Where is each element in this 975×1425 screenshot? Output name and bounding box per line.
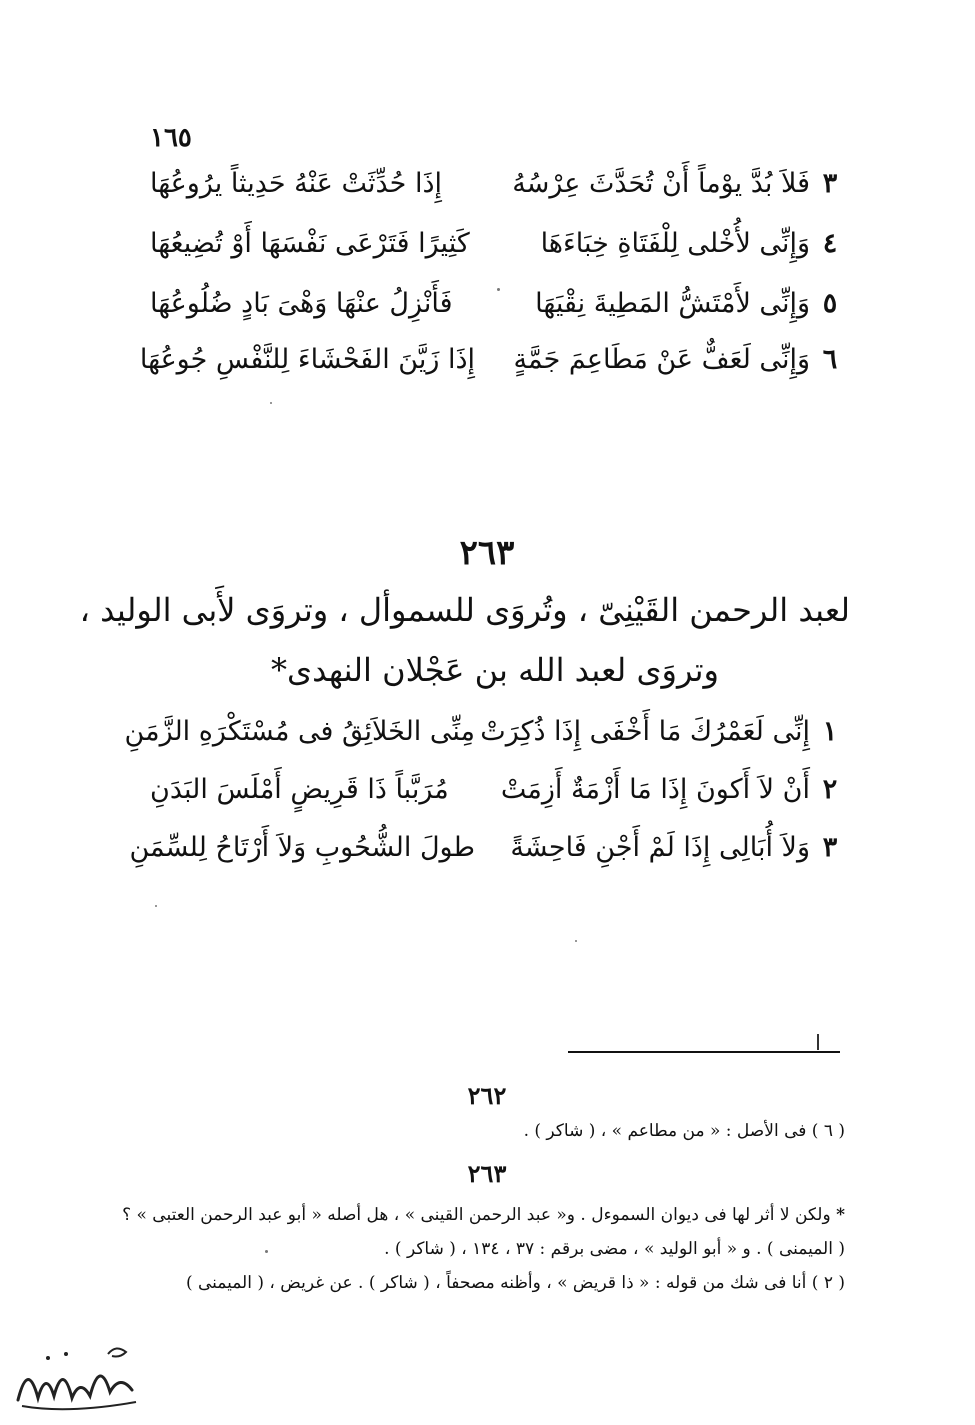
verse-number: ١ — [822, 716, 838, 747]
verse-number: ٤ — [822, 228, 838, 259]
verse-number: ٥ — [822, 288, 838, 319]
verse-row — [140, 220, 850, 268]
verse-first-hemistich: إِنِّى لَعَمْرُكَ مَا أَخْفَى إِذَا ذُكِرَتْ — [480, 716, 810, 747]
scan-speck — [575, 940, 577, 942]
separator-mark — [817, 1034, 819, 1050]
verse-row — [140, 160, 850, 208]
poem-attribution-line: لعبد الرحمن القَيْنِىّ ، وتُروَى للسموأل ، وتروَى لأَبى الوليد ، — [79, 591, 850, 629]
footnote-line — [122, 1200, 845, 1230]
footnote-section-heading: ٢٦٣ — [467, 1159, 507, 1188]
footnote-line: ( الميمنى ) . و « أبو الوليد » ، مضى برقم : ٣٧ ، ١٣٤ ، ( شاكر ) . — [384, 1239, 845, 1259]
poem-attribution-line: وتروَى لعبد الله بن عَجْلان النهدى* — [271, 651, 719, 689]
verse-second-hemistich: مِنِّى الخَلاَئِقُ فى مُسْتَكْرَهِ الزَّمَنِ — [124, 716, 475, 747]
scan-speck — [270, 402, 272, 404]
verse-number: ٦ — [822, 344, 838, 375]
scan-speck — [497, 288, 500, 291]
verse-second-hemistich: إِذَا زَيَّنَ الفَحْشَاءَ لِلنَّفْسِ جُوعُهَا — [139, 344, 475, 375]
verse-row — [140, 336, 850, 384]
verse-first-hemistich: أَنْ لاَ أَكونَ إِذَا مَا أَزْمَةٌ أَزِمَتْ — [500, 774, 810, 805]
verse-second-hemistich: إِذَا حُدِّثَتْ عَنْهُ حَدِيثاً يرُوعُهَا — [150, 168, 442, 199]
verse-number: ٣ — [822, 168, 838, 199]
poem-number: ٢٦٣ — [459, 533, 515, 573]
verse-first-hemistich: وَإِنِّى لأُخْلى لِلْفَتَاةِ خِبَاءَهَا — [540, 228, 810, 259]
star-note-marker: * — [836, 1205, 845, 1225]
verse-row — [140, 280, 850, 328]
verse-second-hemistich: طولَ الشُّحُوبِ وَلاَ أَرْتَاحُ لِلسِّمَنِ — [129, 832, 475, 863]
verse-row — [129, 824, 850, 872]
footnote-section-heading: ٢٦٢ — [467, 1081, 507, 1110]
star-note-text: ولكن لا أثر لها فى ديوان السموءل . و« عبد الرحمن القينى » ، هل أصله « أبو عبد الرحمن العتبى » ؟ — [122, 1205, 831, 1225]
footnote-line: ( ٢ ) أنا فى شك من قوله : « ذا قريض » ، وأظنه مصحفاً ، ( شاكر ) . عن غريض ، ( الميمنى ) — [185, 1273, 845, 1293]
scan-speck — [155, 905, 157, 907]
verse-number: ٢ — [822, 774, 838, 805]
footnote-line: ( ٦ ) فى الأصل : « من مطاعم » ، ( شاكر ) . — [523, 1121, 845, 1141]
watermark-logo — [8, 1340, 148, 1418]
verse-row — [124, 708, 850, 756]
verse-first-hemistich: وَإِنِّى لأَمْتَشُّ المَطِيةَ نِقْيَهَا — [535, 288, 810, 319]
verse-second-hemistich: مُرَبَّباً ذَا قَرِيضٍ أَمْلَسَ البَدَنِ — [150, 774, 449, 805]
scan-speck — [265, 1250, 268, 1253]
verse-number: ٣ — [822, 832, 838, 863]
verse-second-hemistich: فَأَنْزِلُ عنْهَا وَهْىَ بَادٍ ضُلُوعُهَا — [150, 288, 453, 319]
verse-first-hemistich: وَلاَ أُبَالِى إِذَا لَمْ أَجْنِ فَاحِشَةً — [510, 832, 810, 863]
verse-row — [140, 766, 850, 814]
verse-second-hemistich: كَثِيرًا فَتَرْعَى نَفْسَهَا أَوْ تُضِيعُهَا — [150, 228, 470, 259]
page-number: ١٦٥ — [150, 123, 192, 153]
footnote-separator — [568, 1051, 840, 1053]
watermark-calligraphy-icon — [8, 1340, 148, 1418]
verse-first-hemistich: وَإِنِّى لَعَفٌّ عَنْ مَطَاعِمَ جَمَّةٍ — [513, 344, 810, 375]
verse-first-hemistich: فَلاَ بُدَّ يوْماً أَنْ تُحَدَّثَ عِرْسُهُ — [512, 168, 810, 199]
watermark-tagline — [30, 1408, 130, 1422]
